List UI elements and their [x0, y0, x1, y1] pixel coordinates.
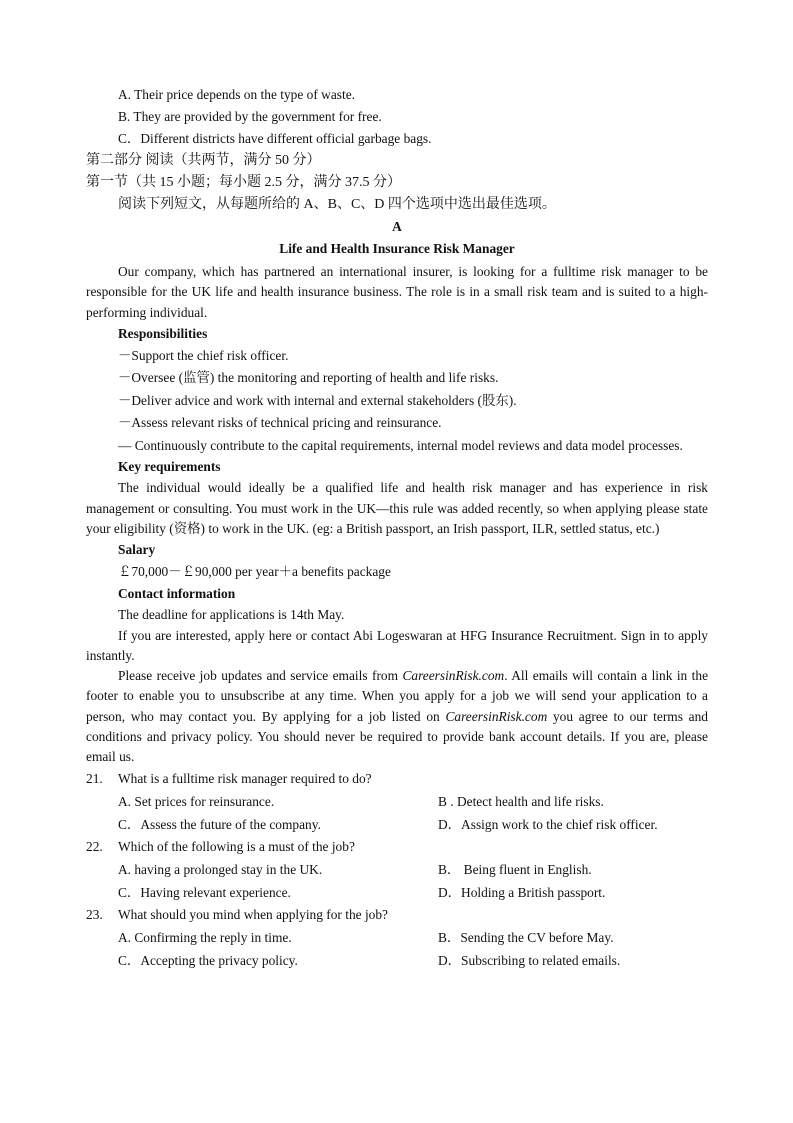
- responsibility-item: －Assess relevant risks of technical pricing and reinsurance.: [118, 415, 442, 431]
- question-number: 22.: [86, 838, 103, 854]
- responsibilities-heading: Responsibilities: [118, 325, 208, 341]
- responsibility-item: －Oversee (监管) the monitoring and reporting of health and life risks.: [118, 370, 499, 386]
- question-number: 21.: [86, 770, 103, 786]
- question-21: [86, 768, 708, 790]
- option-a: A. Confirming the reply in time.: [118, 929, 292, 945]
- option-c: C．Having relevant experience.: [118, 884, 291, 900]
- prev-option-b: B. They are provided by the government for free.: [118, 109, 382, 124]
- question-text: What is a fulltime risk manager required to do?: [118, 770, 372, 786]
- question-22: [86, 836, 708, 858]
- passage-title: Life and Health Insurance Risk Manager: [279, 241, 515, 256]
- prev-option-c: C．Different districts have different official garbage bags.: [118, 131, 432, 146]
- question-21-options: [86, 790, 708, 836]
- option-a: A. Set prices for reinsurance.: [118, 793, 275, 809]
- option-b: B．Sending the CV before May.: [438, 929, 614, 945]
- contact-deadline: The deadline for applications is 14th May.: [118, 607, 345, 623]
- question-number: 23.: [86, 906, 103, 922]
- contact-apply: If you are interested, apply here or contact Abi Logeswaran at HFG Insurance Recruitment. Sign in to apply instantly.: [86, 627, 708, 663]
- passage-letter: A: [392, 219, 402, 234]
- option-c: C．Assess the future of the company.: [118, 816, 321, 832]
- question-22-options: [86, 858, 708, 904]
- salary-heading: Salary: [118, 542, 156, 558]
- contact-heading: Contact information: [118, 586, 236, 602]
- question-23-options: [86, 926, 708, 972]
- subsection-heading: 第一节（共 15 小题；每小题 2.5 分，满分 37.5 分）: [86, 175, 401, 190]
- option-d: D．Subscribing to related emails.: [438, 952, 621, 968]
- option-c: C．Accepting the privacy policy.: [118, 952, 298, 968]
- question-23: [86, 904, 708, 926]
- site-name: CareersinRisk.com: [445, 708, 548, 724]
- option-d: D．Assign work to the chief risk officer.: [438, 816, 658, 832]
- contact-emails-a: Please receive job updates and service emails from: [118, 668, 403, 684]
- option-a: A. having a prolonged stay in the UK.: [118, 861, 323, 877]
- site-name: CareersinRisk.com: [402, 668, 505, 684]
- contact-emails: [86, 666, 708, 767]
- question-text: Which of the following is a must of the job?: [118, 838, 355, 854]
- option-d: D．Holding a British passport.: [438, 884, 606, 900]
- intro-paragraph: Our company, which has partnered an international insurer, is looking for a fulltime risk manager to be responsible for the UK life and health insurance business. The role is in a small risk team and is suited to a high-performing individual.: [86, 264, 708, 320]
- instruction: 阅读下列短文，从每题所给的 A、B、C、D 四个选项中选出最佳选项。: [118, 197, 556, 212]
- salary-text: ￡70,000－￡90,000 per year＋a benefits package: [118, 564, 391, 580]
- prev-option-a: A. Their price depends on the type of waste.: [118, 87, 355, 102]
- responsibility-item: — Continuously contribute to the capital requirements, internal model reviews and data model processes.: [118, 437, 683, 453]
- key-requirements-paragraph: The individual would ideally be a qualified life and health risk manager and has experience in risk management or consulting. You must work in the UK—this rule was added recently, so when applying please state your eligibility (资格) to work in the UK. (eg: a British passport, an Irish passport, ILR, settled status, etc.): [86, 480, 708, 536]
- question-text: What should you mind when applying for the job?: [118, 906, 388, 922]
- part-heading: 第二部分 阅读（共两节，满分 50 分）: [86, 153, 321, 168]
- contact-emails-b: . All emails will contain a link in the footer to enable you to unsubscribe at any time. When you apply for a job we will send your application to a person, who may contact you. By applying for a job listed on: [86, 668, 709, 724]
- page-content: [86, 84, 708, 972]
- responsibility-item: －Deliver advice and work with internal and external stakeholders (股东).: [118, 392, 517, 408]
- option-b: B． Being fluent in English.: [438, 861, 592, 877]
- contact-emails-c: you agree to our terms and conditions and privacy policy. You should never be required to provide bank account details. If you are, please email us.: [86, 708, 708, 765]
- key-requirements-heading: Key requirements: [118, 459, 221, 475]
- responsibility-item: －Support the chief risk officer.: [118, 347, 289, 363]
- option-b: B . Detect health and life risks.: [438, 793, 604, 809]
